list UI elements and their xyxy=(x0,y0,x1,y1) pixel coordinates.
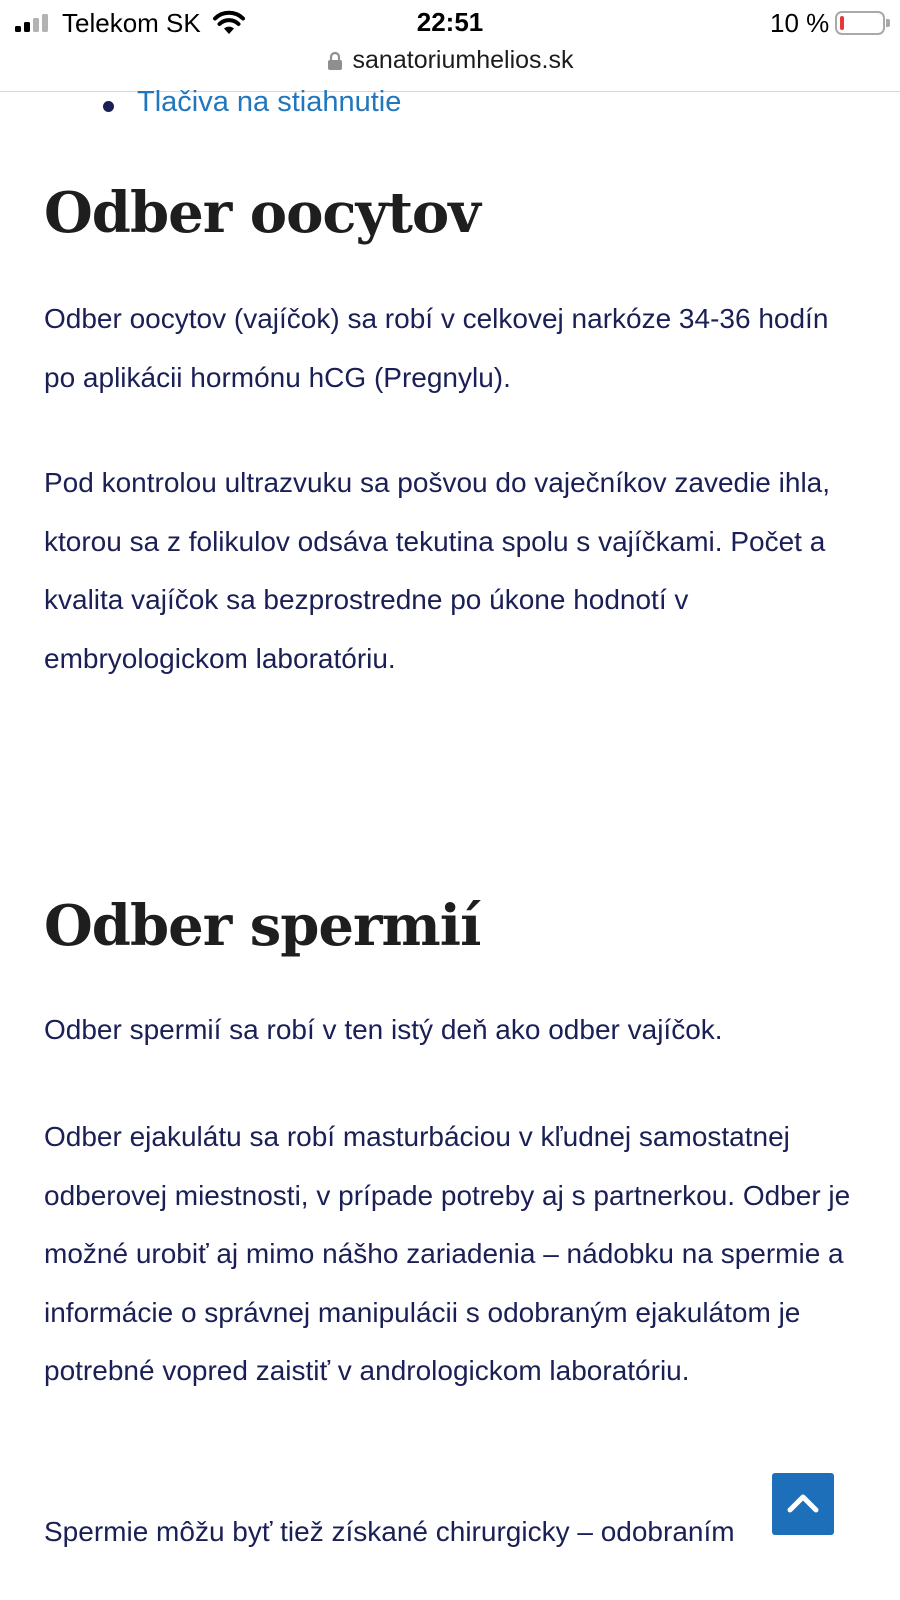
battery-percentage: 10 % xyxy=(770,8,830,38)
section-title-oocytes: Odber oocytov xyxy=(44,180,480,246)
section-sperm-paragraph-2: Odber ejakulátu sa robí masturbáciou v kľudnej samostatnej odberovej miestnosti, v prípade potreby aj s partnerkou. Odber je možné urobiť aj mimo nášho zariadenia – nádobku na spermie a informácie o správnej manipulácii s odobraným ejakulátom je potrebné vopred zaistiť v andrologickom laboratóriu. xyxy=(44,1121,851,1386)
url-text[interactable]: sanatoriumhelios.sk xyxy=(352,46,574,74)
list-bullet xyxy=(103,101,114,112)
lock-icon xyxy=(327,51,343,71)
carrier-name: Telekom SK xyxy=(62,8,201,38)
section-oocytes-paragraph-1: Odber oocytov (vajíčok) sa robí v celkovej narkóze 34-36 hodín po aplikácii hormónu hCG (Pregnylu). xyxy=(44,303,829,393)
chevron-up-icon xyxy=(787,1490,819,1516)
status-bar xyxy=(0,0,900,46)
battery-level xyxy=(840,16,844,30)
section-title-sperm: Odber spermií xyxy=(44,893,481,959)
address-bar[interactable] xyxy=(0,46,900,92)
section-sperm-paragraph-1: Odber spermií sa robí v ten istý deň ako odber vajíčok. xyxy=(44,1014,723,1045)
scroll-to-top-button[interactable] xyxy=(772,1473,834,1535)
clock: 22:51 xyxy=(416,7,484,37)
section-oocytes-paragraph-2: Pod kontrolou ultrazvuku sa pošvou do vaječníkov zavedie ihla, ktorou sa z folikulov odsáva tekutina spolu s vajíčkami. Počet a kvalita vajíčok sa bezprostredne po úkone hodnotí v embryologickom laboratóriu. xyxy=(44,467,831,674)
battery-icon xyxy=(835,11,885,35)
section-sperm-paragraph-3: Spermie môžu byť tiež získané chirurgicky – odobraním xyxy=(44,1516,735,1547)
download-forms-link[interactable]: Tlačiva na stiahnutie xyxy=(137,86,402,118)
